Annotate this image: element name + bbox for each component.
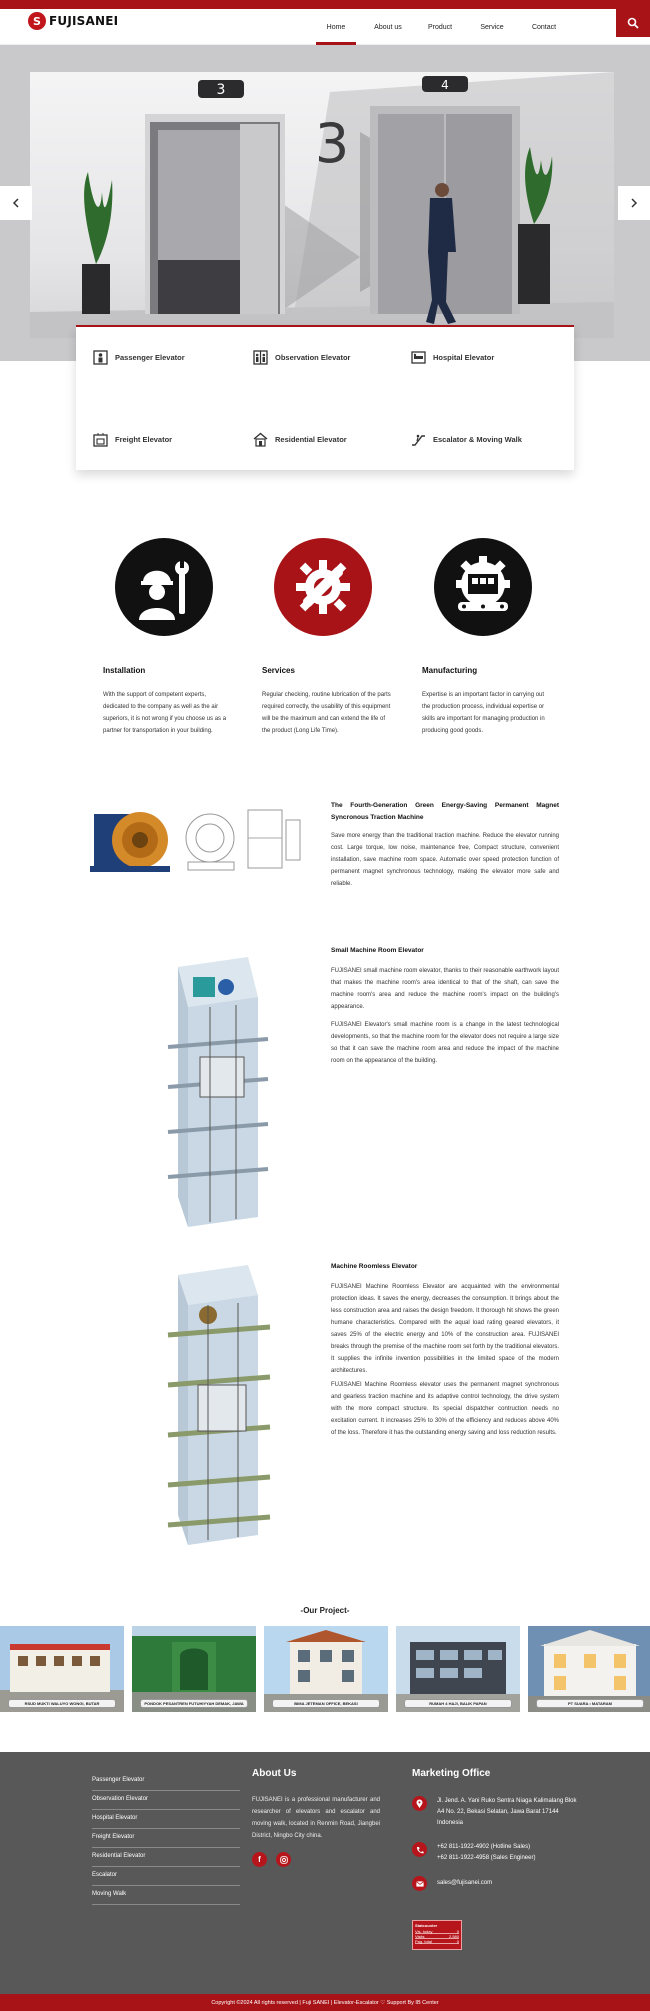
logo-text: FUJISANEI [49,14,119,28]
category-label: Observation Elevator [275,352,351,362]
nav-service[interactable]: Service [480,23,504,31]
traction-machine-image [90,800,320,880]
chevron-right-icon [630,198,638,208]
product-text: FUJISANEI small machine room elevator, thanks to their reasonable earthwork layout that makes the machine room's area identical to that of the shaft, can save the machine room's area and reduce the machine room's impact on the building's appearance. [331,968,559,1010]
product-text: Save more energy than the traditional traction machine. Reduce the elevator running cost. Large torque, low noise, maintenance free, Compact structure, convenient installation, save machine room space. Automatic over speed protection function of permanent magnet synchronous technology, making the elevator more safe and reliable. [331,833,559,887]
project-caption: RUMAH 4 HAJI, BALIK PAPAN [404,1699,512,1708]
category-card [76,325,574,470]
gear-conveyor-icon [434,538,532,636]
phone-engineer[interactable]: +62 811-1922-4958 (Sales Engineer) [437,1855,536,1861]
category-label: Residential Elevator [275,434,347,444]
service-title: Installation [103,666,146,675]
search-button[interactable] [616,9,650,37]
address-row [412,1796,585,1829]
instagram-icon [280,1856,288,1864]
category-label: Hospital Elevator [433,352,495,362]
footer-link-escalator[interactable]: Escalator [92,1867,240,1886]
freight-elevator-icon [92,431,108,447]
phone-row [412,1842,585,1864]
project-caption: PT SUARA • MATARAM [536,1699,644,1708]
category-passenger[interactable] [92,349,185,365]
mail-icon [412,1876,427,1891]
product-title: The Fourth-Generation Green Energy-Saving Permanent Magnet Syncronous Traction Machine [331,802,559,821]
project-card[interactable] [396,1626,520,1712]
service-title: Services [262,666,295,675]
counter-value: 2,580 [448,1934,459,1939]
about-heading: About Us [252,1768,297,1779]
phone-icon [412,1842,427,1857]
residential-elevator-icon [252,431,268,447]
category-label: Escalator & Moving Walk [433,434,522,444]
project-caption: RSUD MUKTI WALUYO WONGI, BUTAR [8,1699,116,1708]
nav-product[interactable]: Product [427,23,453,31]
marketing-heading: Marketing Office [412,1768,491,1779]
chevron-left-icon [12,198,20,208]
category-freight[interactable] [92,431,172,447]
logo[interactable] [28,12,118,30]
escalator-icon [410,431,426,447]
counter-value: 0 [456,1929,459,1934]
main-nav [310,9,570,45]
service-title: Manufacturing [422,666,478,675]
search-icon [627,17,639,29]
category-hospital[interactable] [410,349,494,365]
project-card[interactable] [132,1626,256,1712]
category-label: Freight Elevator [115,434,173,444]
product-small-machine-room [90,945,560,1245]
category-label: Passenger Elevator [115,352,185,362]
project-card[interactable] [528,1626,650,1712]
nav-about[interactable]: About us [374,23,402,31]
footer-link-freight[interactable]: Freight Elevator [92,1829,240,1848]
worker-wrench-icon [115,538,213,636]
facebook-button[interactable] [252,1852,267,1867]
category-escalator[interactable] [410,431,522,447]
service-manufacturing [422,538,552,737]
passenger-elevator-icon [92,349,108,365]
hospital-elevator-icon [410,349,426,365]
top-accent-bar [0,0,650,9]
project-caption: BIMA JETEMAN OFFICE, BEKASI [272,1699,380,1708]
small-machine-room-image [138,957,288,1237]
service-installation [103,538,233,737]
project-card[interactable] [264,1626,388,1712]
instagram-button[interactable] [276,1852,291,1867]
product-text: FUJISANEI Elevator's small machine room is a change in the latest technological developments, so that the machine room for the elevator does not require a large size so that it can save the machine room area and reduce the impact of the machine room on the appearance of the building. [331,1022,559,1064]
nav-contact[interactable]: Contact [531,23,557,31]
counter-label: Visits [415,1934,425,1939]
email-row [412,1876,585,1891]
product-text: FUJISANEI Machine Roomless elevator uses the permanent magnet synchronous and gearless traction machine and its adaptive control technology, the drive system with the more compact structure. Its special dispatcher contruction needs no excitation current. It increases 25% to 30% of the efficiency and reduces above 40% of the loss. Therefore it has the outstanding energy saving and loss reduction results. [331,1382,559,1436]
footer-link-moving-walk[interactable]: Moving Walk [92,1886,240,1905]
footer-link-hospital[interactable]: Hospital Elevator [92,1810,240,1829]
machine-roomless-image [138,1265,288,1555]
copyright-text: Copyright ©2024 All rights reserved | Fuji SANEI | Elevator-Escalator ♡ Support By IB Center [211,1999,439,2006]
elevator-lobby-illustration [30,72,614,338]
product-traction-machine [90,800,560,890]
hero-slide [30,72,614,338]
footer-link-observation[interactable]: Observation Elevator [92,1791,240,1810]
counter-label: Pag. total [415,1939,432,1944]
counter-value: 0 [456,1939,459,1944]
product-title: Machine Roomless Elevator [331,1263,418,1270]
service-description: Regular checking, routine lubrication of the parts required correctly, the usability of this equipment will be the maximum and can extend the life of the product (Long Life Time). [262,692,391,734]
counter-title: Statcounter [415,1923,438,1928]
service-description: Expertise is an important factor in carrying out the production process, individual expertise or skills are important for managing production in producing good goods. [422,692,545,734]
floor-number: 3 [314,112,350,175]
phone-list [437,1842,585,1864]
facebook-icon: f [258,1855,261,1864]
copyright-bar [0,1994,650,2011]
email-text[interactable]: sales@fujisanei.com [437,1880,493,1886]
projects-title: -Our Project- [300,1606,350,1615]
project-card[interactable] [0,1626,124,1712]
footer-link-residential[interactable]: Residential Elevator [92,1848,240,1867]
category-observation[interactable] [252,349,350,365]
floor-indicator-left: 3 [216,82,226,98]
footer-link-passenger[interactable]: Passenger Elevator [92,1772,240,1791]
phone-hotline[interactable]: +62 811-1922-4902 (Hotline Sales) [437,1844,531,1850]
footer-links [92,1772,240,1905]
projects-carousel [0,1626,650,1712]
product-text: FUJISANEI Machine Roomless Elevator are acquainted with the environmental protection ideas. It saves the energy, decreases the consumption. It brings about the less construction area and raises the design freedom. It thorough hit shows the green humane characteristics. Compared with the aqual load rating geared elevators, it saves 25% of the electric energy and 10% of the construction area. FUJISANEI breaks through the premise of the machine room set forth by the traditional elevators. It supplies the infinite invention possibilities in the limited space of the modern architectures. [331,1284,559,1374]
floor-indicator-right: 4 [441,78,449,92]
gear-wrench-icon [274,538,372,636]
project-caption: PONDOK PESANTREN FUTUHIYYAH DEMAK, JAWA [140,1699,248,1708]
site-header [0,9,650,45]
category-residential[interactable] [252,431,347,447]
site-footer [0,1752,650,1994]
observation-elevator-icon [252,349,268,365]
service-services [262,538,392,737]
about-text: FUJISANEI is a professional manufacturer and researcher of elevators and escalator and moving walk, located in Renmin Road, Jiangbei District, Ningbo City china. [252,1797,380,1839]
counter-row [415,1939,459,1944]
hero-next-button[interactable] [618,186,650,220]
map-pin-icon [412,1796,427,1811]
address-text: Jl. Jend. A. Yani Ruko Sentra Niaga Kalimalang Blok A4 No. 22, Bekasi Selatan, Jawa Barat 17144 Indonesia [437,1798,577,1826]
nav-home[interactable]: Home [310,9,362,45]
product-machine-roomless [90,1261,560,1571]
service-description: With the support of competent experts, dedicated to the company as well as the air superiors, it is not wrong if you choose us as a partner for transportation in your building. [103,692,227,734]
hero-prev-button[interactable] [0,186,32,220]
counter-label: Vis. today [415,1929,433,1934]
visitor-counter[interactable] [412,1920,462,1950]
logo-mark: S [28,12,46,30]
product-title: Small Machine Room Elevator [331,947,424,954]
